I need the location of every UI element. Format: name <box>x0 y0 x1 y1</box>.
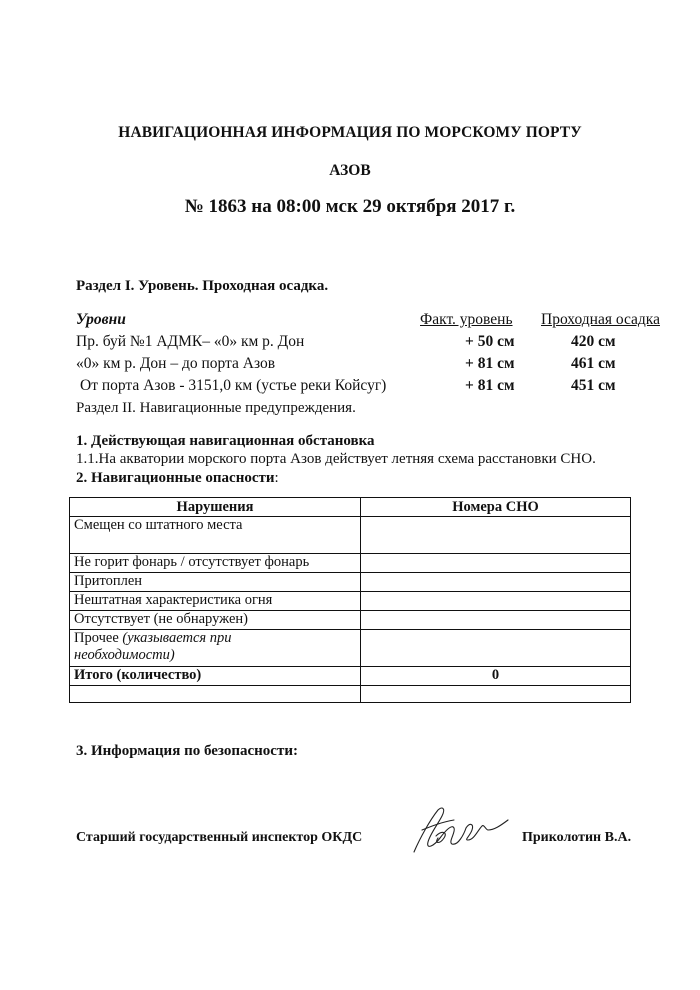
handwritten-signature <box>408 800 520 862</box>
levels-column-header: Уровни <box>76 311 126 328</box>
hazards-heading <box>76 470 279 487</box>
other-note-continued: необходимости) <box>74 647 175 663</box>
summer-scheme-note: 1.1.На акватории морского порта Азов действует летняя схема расстановки СНО. <box>76 451 596 467</box>
table-row <box>70 592 631 611</box>
level-row-draft: 451 см <box>571 377 616 394</box>
table-header-row <box>70 498 631 517</box>
level-row-fact: + 50 см <box>465 333 515 350</box>
level-row-name: Пр. буй №1 АДМК– «0» км р. Дон <box>76 333 305 350</box>
violation-label: Отсутствует (не обнаружен) <box>70 611 361 630</box>
sno-numbers-cell <box>361 592 631 611</box>
other-note: (указывается при <box>122 630 232 646</box>
total-value: 0 <box>361 667 631 686</box>
section-2-title: Раздел II. Навигационные предупреждения. <box>76 400 356 416</box>
level-row-draft: 461 см <box>571 355 616 372</box>
level-row-name: От порта Азов - 3151,0 км (устье реки Койсуг) <box>80 377 387 394</box>
document-title: НАВИГАЦИОННАЯ ИНФОРМАЦИЯ ПО МОРСКОМУ ПОРТУ <box>118 124 582 141</box>
total-row <box>70 667 631 686</box>
empty-cell <box>361 686 631 703</box>
hazards-table <box>69 497 631 703</box>
port-name: АЗОВ <box>329 162 371 179</box>
table-row <box>70 517 631 554</box>
empty-cell <box>70 686 361 703</box>
sno-numbers-cell <box>361 554 631 573</box>
violation-label: Нештатная характеристика огня <box>70 592 361 611</box>
security-info-heading: 3. Информация по безопасности: <box>76 743 298 759</box>
violation-label: Смещен со штатного места <box>70 517 361 554</box>
violations-column-header: Нарушения <box>70 498 361 517</box>
level-row-draft: 420 см <box>571 333 616 350</box>
sno-numbers-cell <box>361 517 631 554</box>
other-violations-cell <box>70 630 361 667</box>
level-row-fact: + 81 см <box>465 355 515 372</box>
active-situation-heading: 1. Действующая навигационная обстановка <box>76 433 375 449</box>
hazards-heading-text: 2. Навигационные опасности <box>76 470 275 486</box>
level-row-fact: + 81 см <box>465 377 515 394</box>
sno-numbers-cell <box>361 573 631 592</box>
violation-label: Не горит фонарь / отсутствует фонарь <box>70 554 361 573</box>
table-row <box>70 554 631 573</box>
sno-numbers-cell <box>361 630 631 667</box>
signatory-position: Старший государственный инспектор ОКДС <box>76 830 363 845</box>
table-row <box>70 611 631 630</box>
level-row-name: «0» км р. Дон – до порта Азов <box>76 355 276 372</box>
other-label: Прочее <box>74 630 123 646</box>
issue-line: № 1863 на 08:00 мск 29 октября 2017 г. <box>184 196 516 217</box>
sno-numbers-cell <box>361 611 631 630</box>
table-row <box>70 573 631 592</box>
signatory-name: Приколотин В.А. <box>522 830 632 845</box>
fact-level-column-header: Факт. уровень <box>420 311 513 328</box>
total-label: Итого (количество) <box>70 667 361 686</box>
table-row <box>70 630 631 667</box>
empty-row <box>70 686 631 703</box>
violation-label: Притоплен <box>70 573 361 592</box>
hazards-heading-colon: : <box>274 470 279 486</box>
sno-numbers-column-header: Номера СНО <box>361 498 631 517</box>
draft-column-header: Проходная осадка <box>541 311 660 328</box>
section-1-title: Раздел I. Уровень. Проходная осадка. <box>76 278 329 294</box>
